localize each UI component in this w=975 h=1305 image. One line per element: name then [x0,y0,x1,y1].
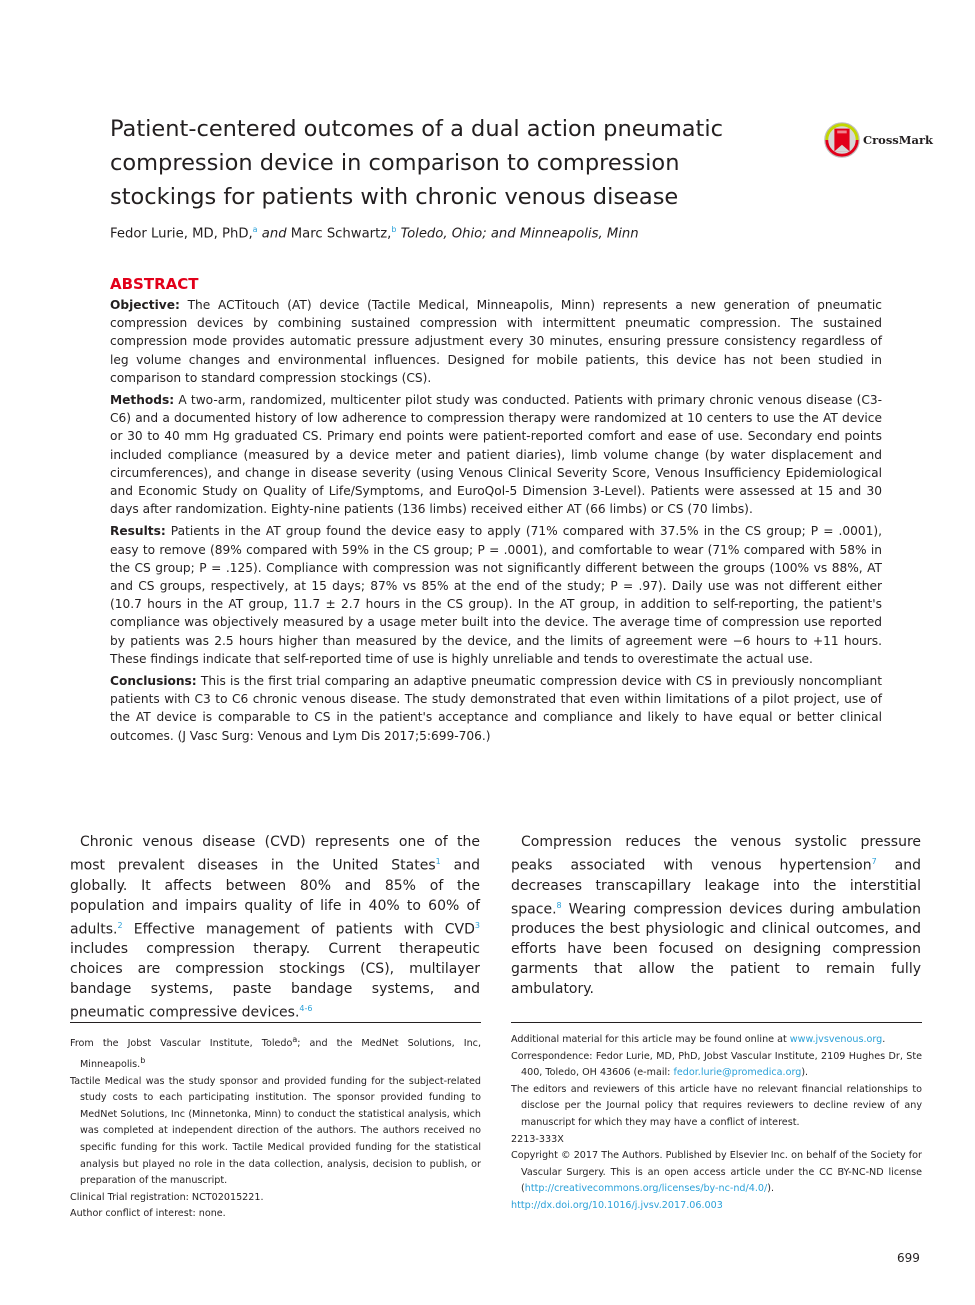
reference-link[interactable]: 7 [871,857,877,866]
footnote-additional-material: Additional material for this article may be found online at www.jvsvenous.org. [511,1034,886,1045]
footnote-editors: The editors and reviewers of this article have no relevant financial relationships to disclose per the Journal policy that requires reviewers to decline review of any manuscript for which they may have a conflict of interest. [511,1083,922,1128]
author-name: Fedor Lurie, MD, PhD, [110,226,253,242]
reference-link[interactable]: 2 [117,920,123,930]
doi-link[interactable]: http://dx.doi.org/10.1016/j.jvsv.2017.06.003 [511,1199,723,1211]
section-label: Methods: [110,393,175,408]
footnotes-left [70,1032,481,1223]
author-line [110,220,870,244]
body-column-left [70,832,480,1023]
page-number: 699 [897,1251,920,1265]
reference-link[interactable]: 3 [474,920,480,930]
crossmark-badge[interactable] [823,120,933,160]
abstract-body [110,296,882,749]
footnote-copyright: Copyright © 2017 The Authors. Published by Elsevier Inc. on behalf of the Society for Vascular Surgery. This is an open access article under the CC BY-NC-ND license (http://creativecommons.org/licenses/by-nc-nd/4.0/). [511,1150,922,1195]
footnote-trial-registration: Clinical Trial registration: NCT02015221. [70,1191,264,1203]
reference-link[interactable]: 8 [556,900,562,910]
author-name: Marc Schwartz, [290,226,392,242]
abstract-results [110,522,882,668]
footnote-doi [511,1198,922,1215]
abstract-heading: ABSTRACT [110,275,199,293]
footnote-sponsor: Tactile Medical was the study sponsor and provided funding for the subject-related study costs to each participating institution. The sponsor provided funding to MedNet Solutions, Inc (Minnetonka, Minn) to conduct the statistical analysis, which was completed at independent direction of the authors. The authors received no specific funding for this work. Tactile Medical provided funding for the statistical analysis but played no role in the data collection, analysis, decision to publish, or preparation of the manuscript. [70,1075,481,1187]
affiliation-marker[interactable]: b [391,225,397,234]
abstract-conclusions [110,672,882,745]
affiliation-marker[interactable]: a [252,225,258,234]
author-connector: and [257,226,291,242]
abstract-methods [110,391,882,518]
footnote-correspondence: Correspondence: Fedor Lurie, MD, PhD, Jobst Vascular Institute, 2109 Hughes Dr, Ste 400, Toledo, OH 43606 (e-mail: fedor.lurie@promedica.org). [511,1050,922,1079]
email-link[interactable]: fedor.lurie@promedica.org [673,1067,802,1079]
reference-link[interactable]: 4-6 [299,1004,313,1014]
crossmark-label: CrossMark [862,133,933,147]
section-text: The ACTitouch (AT) device (Tactile Medical, Minneapolis, Minn) represents a new generation of pneumatic compression devices by combining sustained compression with intermittent pneumatic compression. The sustained compression mode provides automatic pressure adjustment every 30 minutes, ensuring pressure consistency regardless of leg volume changes and environmental influences. Designed for mobile patients, this device has not been studied in comparison to standard compression stockings (CS). [110,298,882,385]
section-text: This is the first trial comparing an adaptive pneumatic compression device with CS in previously noncompliant patients with C3 to C6 chronic venous disease. The study demonstrated that even within limitations of a pilot project, use of the AT device is comparable to CS in the patient's acceptance and compliance and likely to have equal or better clinical outcomes. (J Vasc Surg: Venous and Lym Dis 2017;5:699-706.) [110,674,882,743]
journal-link[interactable]: www.jvsvenous.org [789,1034,883,1045]
crossmark-icon [823,121,861,159]
footnote-issn: 2213-333X [511,1133,564,1145]
reference-link[interactable]: 1 [435,857,441,866]
section-label: Conclusions: [110,674,197,689]
footnote-divider-left [70,1022,481,1023]
section-text: Patients in the AT group found the device easy to apply (71% compared with 37.5% in the CS group; P = .0001), easy to remove (89% compared with 59% in the CS group; P = .0001), and comfortable to wear (71% compared with 58% in the CS group; P = .125). Compliance with compression was not significantly different between the groups (100% vs 88%, AT and CS groups, respectively, at 15 days; 87% vs 85% at the end of the study; P = .97). Daily use was not different either (10.7 hours in the AT group, 11.7 ± 2.7 hours in the CS group). In the AT group, in addition to self-reporting, the patient's compliance was objectively measured by a usage meter built into the device. The average time of compression use reported by patients was 2.5 hours higher than measured by the device, and the limits of agreement were −6 hours to +11 hours. These findings indicate that self-reported time of use is highly unreliable and tends to overestimate the actual use. [110,524,882,666]
footnotes-right [511,1032,922,1215]
section-label: Objective: [110,298,180,312]
body-column-right [511,832,921,999]
footnote-affiliations: From the Jobst Vascular Institute, Toledo$^a$; and the MedNet Solutions, Inc, Minneapolis.$^b$ [70,1035,481,1070]
section-text: A two-arm, randomized, multicenter pilot study was conducted. Patients with primary chronic venous disease (C3-C6) and a documented history of low adherence to compression therapy were randomized at 10 centers to use the AT device or 30 to 40 mm Hg graduated CS. Primary end points were patient-reported comfort and ease of use. Secondary end points included compliance (measured by a device meter and patient diaries), limb volume change (by water displacement and circumferences), and change in disease severity (using Venous Clinical Severity Score, Venous Insufficiency Epidemiological and Economic Study on Quality of Life/Symptoms, and EuroQol-5 Dimension 3-Level). Patients were assessed at 15 and 30 days after randomization. Eighty-nine patients (136 limbs) received either AT (66 limbs) or CS (70 limbs). [110,393,882,517]
body-paragraph: Compression reduces the venous systolic pressure peaks associated with venous hypertension$^7$ and decreases transcapillary leakage into the interstitial space.$^8$ Wearing compression devices during ambulation produces the best physiologic and clinical outcomes, and efforts have been focused on designing compression garments that allow the patient to remain fully ambulatory. [511,834,921,998]
license-link[interactable]: http://creativecommons.org/licenses/by-nc-nd/4.0/ [524,1183,768,1195]
body-paragraph: Chronic venous disease (CVD) represents one of the most prevalent diseases in the United States$^1$ and globally. It affects between 80% and 85% of the population and impairs quality of life in 40% to 60% of adults.$^2$ Effective management of patients with CVD$^3$ includes compression therapy. Current therapeutic choices are compression stockings (CS), multilayer bandage systems, paste bandage systems, and pneumatic compressive devices.$^{4-6}$ [70,834,480,1021]
author-locations: Toledo, Ohio; and Minneapolis, Minn [400,226,639,242]
article-title: Patient-centered outcomes of a dual action pneumatic compression device in comparison to compression stockings for patients with chronic venous disease [110,116,723,210]
section-label: Results: [110,524,166,539]
footnote-conflict: Author conflict of interest: none. [70,1208,226,1220]
abstract-objective [110,296,882,387]
footnote-divider-right [511,1022,922,1023]
